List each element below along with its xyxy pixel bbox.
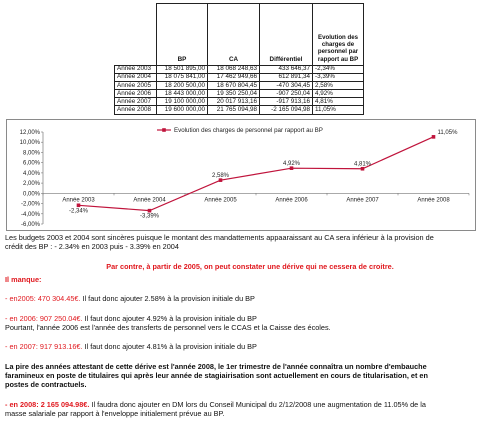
paragraph-2008-line2: faramineux en poste de titulaires qui après leur année de stagiairisation sont actuellement en cours de titularisation, et en xyxy=(5,371,428,380)
data-label: 4,81% xyxy=(353,161,372,168)
table-row xyxy=(115,82,364,90)
note-2006-transfers: Pourtant, l'année 2006 est l'année des transferts de personnel vers le CCAS et la Caisse des écoles. xyxy=(5,323,331,332)
table-header-evolution: Evolution des charges de personnel par rapport au BP xyxy=(313,4,364,66)
legend-label: Evolution des charges de personnel par rapport au BP xyxy=(174,127,323,134)
x-tick-label: Année 2006 xyxy=(275,197,308,204)
table-row xyxy=(115,98,364,106)
table-cell-year: Année 2005 xyxy=(115,82,157,90)
y-tick-label: 0,00% xyxy=(22,191,40,198)
y-tick-label: 8,00% xyxy=(22,150,40,157)
table-header-blank xyxy=(115,4,157,66)
note-2008: Il faudra donc ajouter en DM lors du Conseil Municipal du 2/12/2008 une augmentation de 11.05% de la xyxy=(89,400,426,409)
data-label: 2,58% xyxy=(211,173,230,180)
paragraph-budgets-line1: Les budgets 2003 et 2004 sont sincères puisque le montant des mandattements appaaraissant au CA sera inférieur à la provision de xyxy=(5,233,434,242)
table-cell-diff: -2 165 094,98 xyxy=(260,106,313,114)
y-tick-label: -6,00% xyxy=(20,222,40,228)
table-header-bp: BP xyxy=(157,4,208,66)
data-point xyxy=(77,203,81,207)
y-tick-label: 12,00% xyxy=(19,130,40,136)
table-cell-bp: 18 075 841,00 xyxy=(157,74,208,82)
table-row xyxy=(115,90,364,98)
data-label: -3,39% xyxy=(139,213,160,220)
note-2007: Il faut donc ajouter 4.81% à la provision initiale du BP xyxy=(82,342,257,351)
amount-2005: - en2005: 470 304.45€. xyxy=(5,294,81,303)
table-cell-year: Année 2008 xyxy=(115,106,157,114)
table-cell-diff: -470 304,45 xyxy=(260,82,313,90)
table-cell-diff: 433 646,37 xyxy=(260,66,313,74)
series-line xyxy=(79,137,434,211)
table-cell-ca: 18 670 804,45 xyxy=(208,82,260,90)
y-tick-label: 6,00% xyxy=(22,160,40,167)
table-cell-ca: 21 765 094,98 xyxy=(208,106,260,114)
amount-2006: - en 2006: 907 250.04€. xyxy=(5,314,83,323)
table-cell-bp: 18 443 000,00 xyxy=(157,90,208,98)
table-cell-ca: 17 462 949,66 xyxy=(208,74,260,82)
data-label: 4,92% xyxy=(282,161,301,168)
table-cell-diff: -907 250,04 xyxy=(260,90,313,98)
table-cell-year: Année 2006 xyxy=(115,90,157,98)
table-row xyxy=(115,106,364,114)
warning-drift: Par contre, à partir de 2005, on peut constater une dérive qui ne cessera de croitre. xyxy=(106,262,394,271)
data-label: 11,05% xyxy=(437,129,458,136)
data-label: -2,34% xyxy=(68,208,89,215)
table-header-row xyxy=(115,4,364,66)
x-tick-label: Année 2005 xyxy=(204,197,237,204)
amount-2008: - en 2008: 2 165 094.98€. xyxy=(5,400,90,409)
legend-marker xyxy=(162,128,166,132)
table-cell-ca: 19 350 250,04 xyxy=(208,90,260,98)
table-cell-evolution: 2,58% xyxy=(313,82,364,90)
item-2005 xyxy=(5,295,255,304)
table-cell-bp: 19 600 000,00 xyxy=(157,106,208,114)
table-cell-evolution: 11,05% xyxy=(313,106,364,114)
paragraph-budgets-line2: crédit des BP : - 2.34% en 2003 puis - 3.39% en 2004 xyxy=(5,242,179,251)
table-cell-ca: 20 017 913,16 xyxy=(208,98,260,106)
x-tick-label: Année 2008 xyxy=(417,197,450,204)
label-il-manque: Il manque: xyxy=(5,275,42,284)
table-header-differentiel: Différentiel xyxy=(260,4,313,66)
table-cell-evolution: -2,34% xyxy=(313,66,364,74)
y-tick-label: 2,00% xyxy=(22,181,40,188)
data-point xyxy=(432,135,436,139)
y-tick-label: 4,00% xyxy=(22,170,40,177)
item-2007 xyxy=(5,343,257,352)
table-row xyxy=(115,74,364,82)
table-cell-year: Année 2004 xyxy=(115,74,157,82)
amount-2007: - en 2007: 917 913.16€. xyxy=(5,342,83,351)
paragraph-2008-line3: postes de contractuels. xyxy=(5,380,87,389)
note-2008-line2: masse salariale par rapport à l'enveloppe initialement prévue au BP. xyxy=(5,409,225,418)
budget-table xyxy=(114,3,364,115)
table-cell-year: Année 2003 xyxy=(115,66,157,74)
table-cell-evolution: 4,92% xyxy=(313,90,364,98)
evolution-chart xyxy=(6,119,476,231)
x-tick-label: Année 2003 xyxy=(62,197,95,204)
x-tick-label: Année 2007 xyxy=(346,197,379,204)
paragraph-2008-line1: La pire des années attestant de cette dérive est l'année 2008, le 1er trimestre de l'année connaîtra un nombre d'embauche xyxy=(5,362,427,371)
note-2006: Il faut donc ajouter 4.92% à la provision initiale du BP xyxy=(82,314,257,323)
y-tick-label: -2,00% xyxy=(20,201,40,208)
y-tick-label: 10,00% xyxy=(19,140,40,147)
table-cell-diff: -917 913,16 xyxy=(260,98,313,106)
note-2005: Il faut donc ajouter 2.58% à la provision initiale du BP xyxy=(80,294,255,303)
table-header-ca: CA xyxy=(208,4,260,66)
table-cell-evolution: 4,81% xyxy=(313,98,364,106)
evolution-chart-svg xyxy=(7,120,477,232)
table-row xyxy=(115,66,364,74)
data-point xyxy=(148,209,152,213)
table-cell-year: Année 2007 xyxy=(115,98,157,106)
table-cell-ca: 18 068 248,63 xyxy=(208,66,260,74)
table-cell-bp: 19 100 000,00 xyxy=(157,98,208,106)
table-cell-diff: 612 891,34 xyxy=(260,74,313,82)
y-tick-label: -4,00% xyxy=(20,211,40,218)
table-cell-bp: 18 200 500,00 xyxy=(157,82,208,90)
table-cell-bp: 18 501 895,00 xyxy=(157,66,208,74)
table-cell-evolution: -3,39% xyxy=(313,74,364,82)
x-tick-label: Année 2004 xyxy=(133,197,166,204)
